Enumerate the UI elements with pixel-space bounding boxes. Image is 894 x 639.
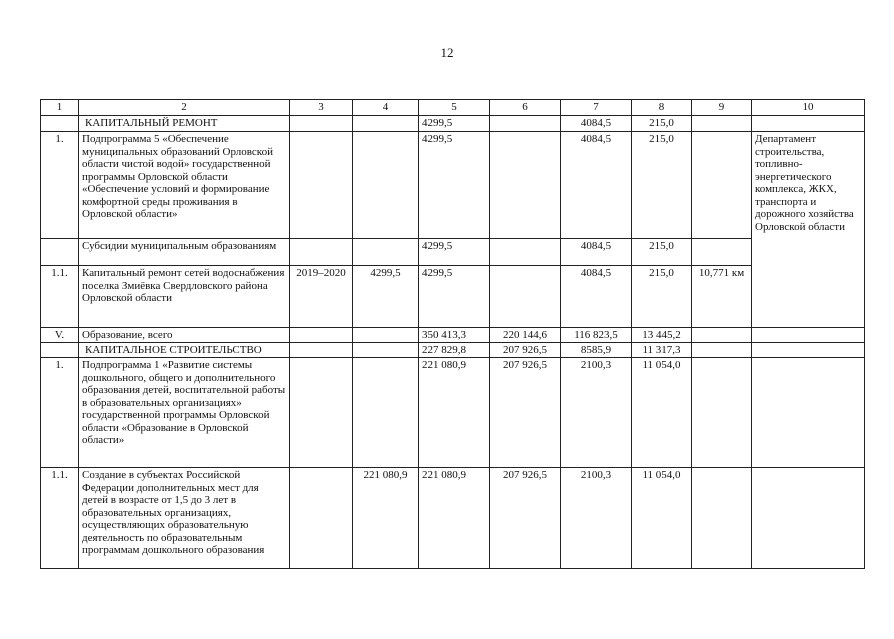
row-number: 1. xyxy=(41,358,79,468)
row-name: Подпрограмма 1 «Развитие системы дошкольного, общего и дополнительного образования детей, воспитательной работы в образовательных организациях» государственной программы Орловской области «Образование в Орловской области» xyxy=(79,358,290,468)
row-years xyxy=(290,132,353,239)
row-power xyxy=(692,328,752,343)
header-cell: 4 xyxy=(353,100,419,116)
row-executor-empty xyxy=(752,358,865,468)
row-number: V. xyxy=(41,328,79,343)
row-total: 4299,5 xyxy=(419,239,490,266)
row-federal xyxy=(490,266,561,328)
page-number: 12 xyxy=(440,45,454,60)
row-federal xyxy=(490,239,561,266)
row-total: 221 080,9 xyxy=(419,468,490,569)
row-name: Создание в субъектах Российской Федерации дополнительных мест для детей в возрасте от 1,5 до 3 лет в образовательных организациях, осуществляющих образовательную деятельность по образовательным программам дошкольного образования xyxy=(79,468,290,569)
table-row xyxy=(41,328,865,343)
row-power: 10,771 км xyxy=(692,266,752,328)
row-municipal: 215,0 xyxy=(632,266,692,328)
row-total: 350 413,3 xyxy=(419,328,490,343)
row-power xyxy=(692,132,752,239)
table-row xyxy=(41,358,865,468)
row-name: Капитальный ремонт сетей водоснабжения поселка Змиёвка Свердловского района Орловской области xyxy=(79,266,290,328)
header-cell: 9 xyxy=(692,100,752,116)
row-cost: 221 080,9 xyxy=(353,468,419,569)
table-row xyxy=(41,343,865,358)
table-row xyxy=(41,132,865,239)
header-cell: 6 xyxy=(490,100,561,116)
row-name: Подпрограмма 5 «Обеспечение муниципальных образований Орловской области чистой водой» государственной программы Орловской области «Обеспечение условий и формирование комфортной среды проживания в Орловской области» xyxy=(79,132,290,239)
row-regional: 116 823,5 xyxy=(561,328,632,343)
row-regional: 4084,5 xyxy=(561,116,632,132)
row-name: КАПИТАЛЬНЫЙ РЕМОНТ xyxy=(79,116,290,132)
row-power xyxy=(692,116,752,132)
row-municipal: 11 317,3 xyxy=(632,343,692,358)
row-years xyxy=(290,343,353,358)
row-regional: 4084,5 xyxy=(561,239,632,266)
row-number xyxy=(41,116,79,132)
row-years xyxy=(290,468,353,569)
row-total: 4299,5 xyxy=(419,116,490,132)
row-name: Субсидии муниципальным образованиям xyxy=(79,239,290,266)
header-cell: 10 xyxy=(752,100,865,116)
row-total: 4299,5 xyxy=(419,266,490,328)
row-cost: 4299,5 xyxy=(353,266,419,328)
row-executor-empty xyxy=(752,468,865,569)
header-cell: 7 xyxy=(561,100,632,116)
row-number xyxy=(41,239,79,266)
header-cell: 2 xyxy=(79,100,290,116)
row-number: 1.1. xyxy=(41,266,79,328)
header-cell: 5 xyxy=(419,100,490,116)
row-years xyxy=(290,358,353,468)
row-municipal: 215,0 xyxy=(632,116,692,132)
header-cell: 1 xyxy=(41,100,79,116)
row-total: 4299,5 xyxy=(419,132,490,239)
header-cell: 3 xyxy=(290,100,353,116)
table-row xyxy=(41,116,865,132)
row-power xyxy=(692,343,752,358)
row-cost xyxy=(353,116,419,132)
row-federal: 220 144,6 xyxy=(490,328,561,343)
row-cost xyxy=(353,239,419,266)
row-municipal: 215,0 xyxy=(632,132,692,239)
row-total: 227 829,8 xyxy=(419,343,490,358)
table-row xyxy=(41,468,865,569)
table-row xyxy=(41,266,865,328)
row-years xyxy=(290,116,353,132)
row-number: 1.1. xyxy=(41,468,79,569)
row-power xyxy=(692,468,752,569)
row-executor-empty xyxy=(752,116,865,132)
row-federal xyxy=(490,116,561,132)
row-name: КАПИТАЛЬНОЕ СТРОИТЕЛЬСТВО xyxy=(79,343,290,358)
row-name: Образование, всего xyxy=(79,328,290,343)
row-municipal: 11 054,0 xyxy=(632,468,692,569)
row-federal: 207 926,5 xyxy=(490,358,561,468)
row-cost xyxy=(353,328,419,343)
row-regional: 4084,5 xyxy=(561,266,632,328)
row-years xyxy=(290,328,353,343)
row-number xyxy=(41,343,79,358)
row-power xyxy=(692,239,752,266)
row-power xyxy=(692,358,752,468)
row-executor-empty xyxy=(752,328,865,343)
row-cost xyxy=(353,132,419,239)
header-row xyxy=(41,100,865,116)
row-municipal: 215,0 xyxy=(632,239,692,266)
row-municipal: 11 054,0 xyxy=(632,358,692,468)
row-regional: 2100,3 xyxy=(561,358,632,468)
row-cost xyxy=(353,343,419,358)
row-years: 2019–2020 xyxy=(290,266,353,328)
row-total: 221 080,9 xyxy=(419,358,490,468)
row-regional: 8585,9 xyxy=(561,343,632,358)
row-cost xyxy=(353,358,419,468)
row-federal xyxy=(490,132,561,239)
table-row xyxy=(41,239,865,266)
executor-cell: Департамент строительства, топливно-энергетического комплекса, ЖКХ, транспорта и дорожного хозяйства Орловской области xyxy=(752,132,865,328)
row-municipal: 13 445,2 xyxy=(632,328,692,343)
row-federal: 207 926,5 xyxy=(490,468,561,569)
row-regional: 2100,3 xyxy=(561,468,632,569)
investment-table xyxy=(40,99,865,569)
row-years xyxy=(290,239,353,266)
row-federal: 207 926,5 xyxy=(490,343,561,358)
row-number: 1. xyxy=(41,132,79,239)
header-cell: 8 xyxy=(632,100,692,116)
row-regional: 4084,5 xyxy=(561,132,632,239)
row-executor-empty xyxy=(752,343,865,358)
